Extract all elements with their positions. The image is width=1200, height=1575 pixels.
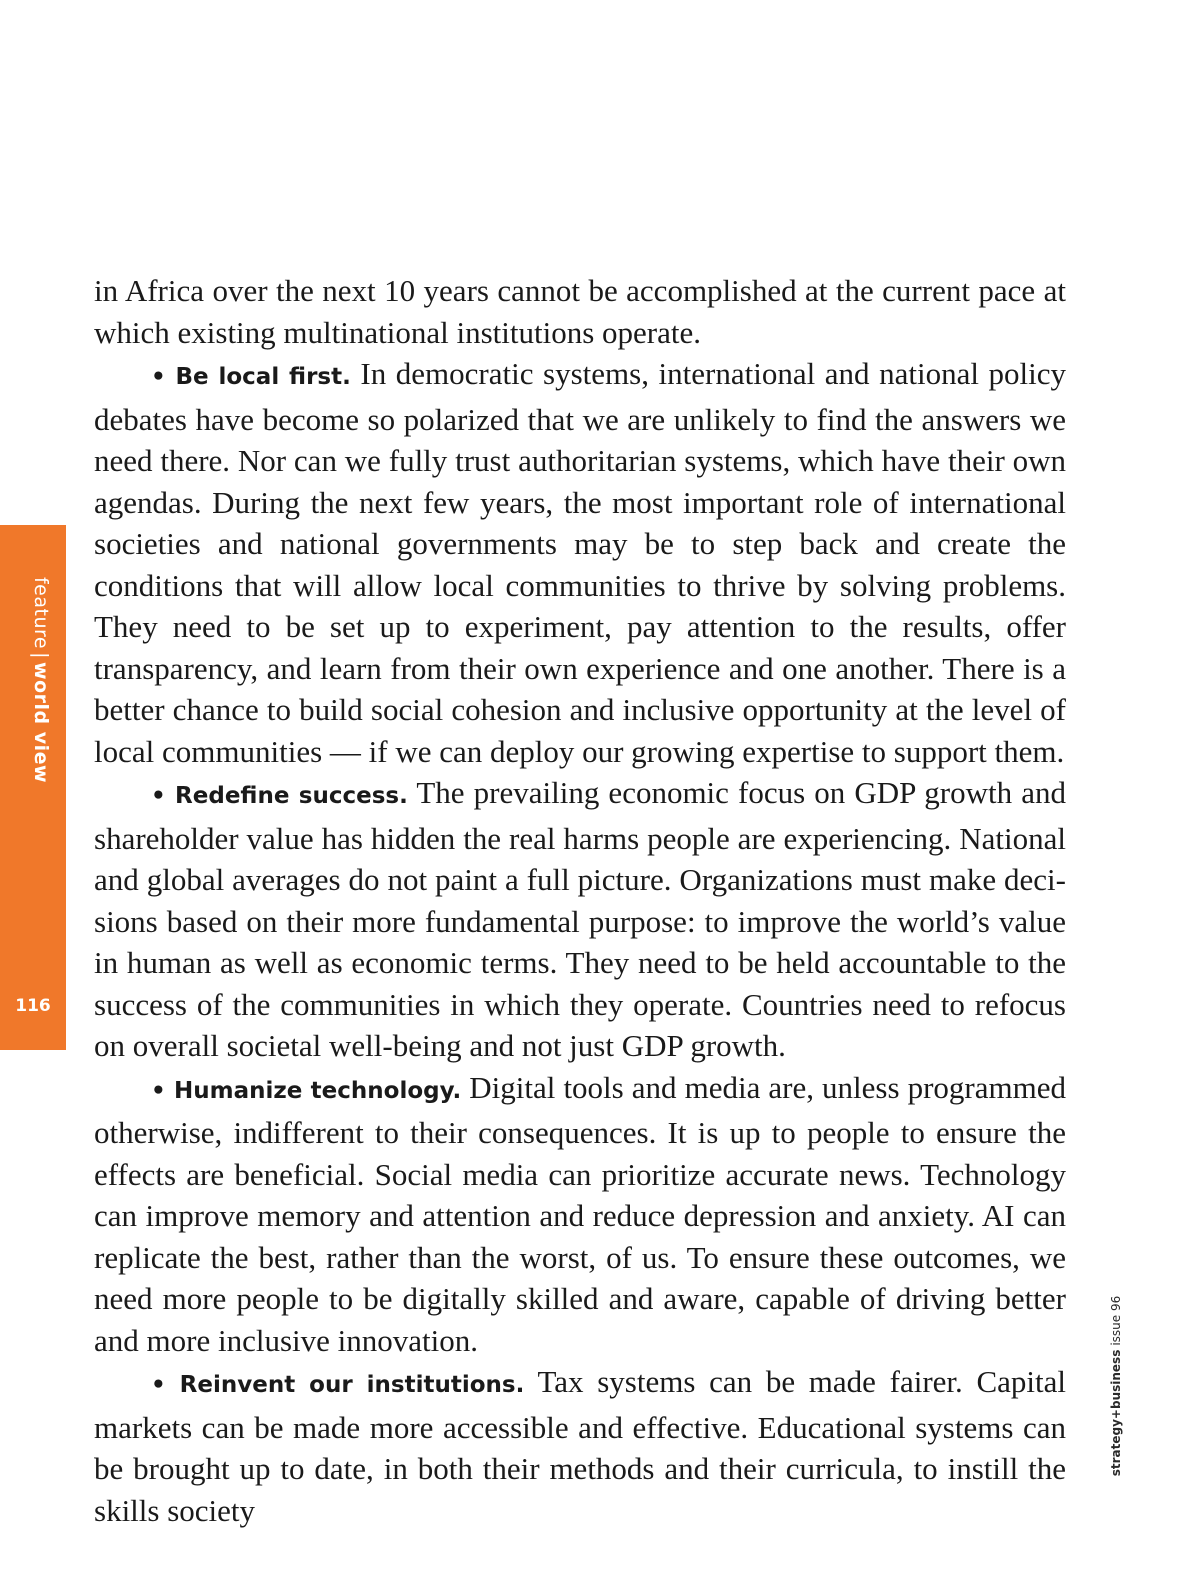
item-lead: • Redefine success. [151, 783, 408, 809]
list-item-humanize-technology [94, 1067, 1066, 1362]
item-lead: • Be local first. [151, 364, 351, 390]
list-item-reinvent-institutions [94, 1361, 1066, 1531]
list-item-redefine-success [94, 772, 1066, 1067]
issue-number: issue 96 [1109, 1295, 1123, 1346]
continuation-paragraph: in Africa over the next 10 years cannot be accomplished at the current pace at which existing multinational institutions operate. [94, 273, 1066, 350]
item-text: In democratic systems, international and national policy debates have become so polarized that we are unlikely to find the answers we need there. Nor can we fully trust authoritarian systems, which have their own agendas. During the next few years, the most important role of international societies and national governments may be to step back and create the conditions that will allow local communities to thrive by solving problems. They need to be set up to experiment, pay attention to the results, offer transparency, and learn from their own experience and one another. There is a better chance to build social cohesion and inclusive opportunity at the level of local communities — if we can deploy our growing expertise to support them. [94, 356, 1067, 769]
section-label-light: feature [30, 576, 52, 650]
item-lead: • Humanize technology. [151, 1077, 462, 1104]
list-item-local-first [94, 353, 1066, 772]
section-label-bold: world view [30, 661, 52, 784]
publication-name: strategy+business [1109, 1349, 1123, 1477]
section-label [30, 577, 52, 783]
section-separator: | [30, 652, 52, 659]
item-lead: • Reinvent our institutions. [151, 1372, 525, 1398]
article-body [94, 270, 1066, 1531]
running-footer [1109, 1296, 1123, 1477]
page-number: 116 [15, 996, 51, 1016]
item-text: Digital tools and media are, unless programmed otherwise, indifferent to their consequences. It is up to people to ensure the effects are beneficial. Social media can prioritize accurate news. Technology can improve memory and attention and reduce depression and anxiety. AI can replicate the best, rather than the worst, of us. To ensure these outcomes, we need more people to be digitally skilled and aware, capable of driving better and more inclusive innovation. [94, 1069, 1066, 1358]
item-text: Tax systems can be made fairer. Capital markets can be made more accessible and effective. Educational systems can be brought up to date, in both their methods and their curricula, to instill the skills society [94, 1364, 1067, 1528]
item-text: The prevailing economic focus on GDP growth and shareholder value has hidden the real harms people are experiencing. National and global averages do not paint a full picture. Organizations must make decisions based on their more fundamental purpose: to improve the world’s value in human as well as economic terms. They need to be held accountable to the success of the communities in which they operate. Countries need to refocus on overall societal well-being and not just GDP growth. [94, 775, 1066, 1063]
